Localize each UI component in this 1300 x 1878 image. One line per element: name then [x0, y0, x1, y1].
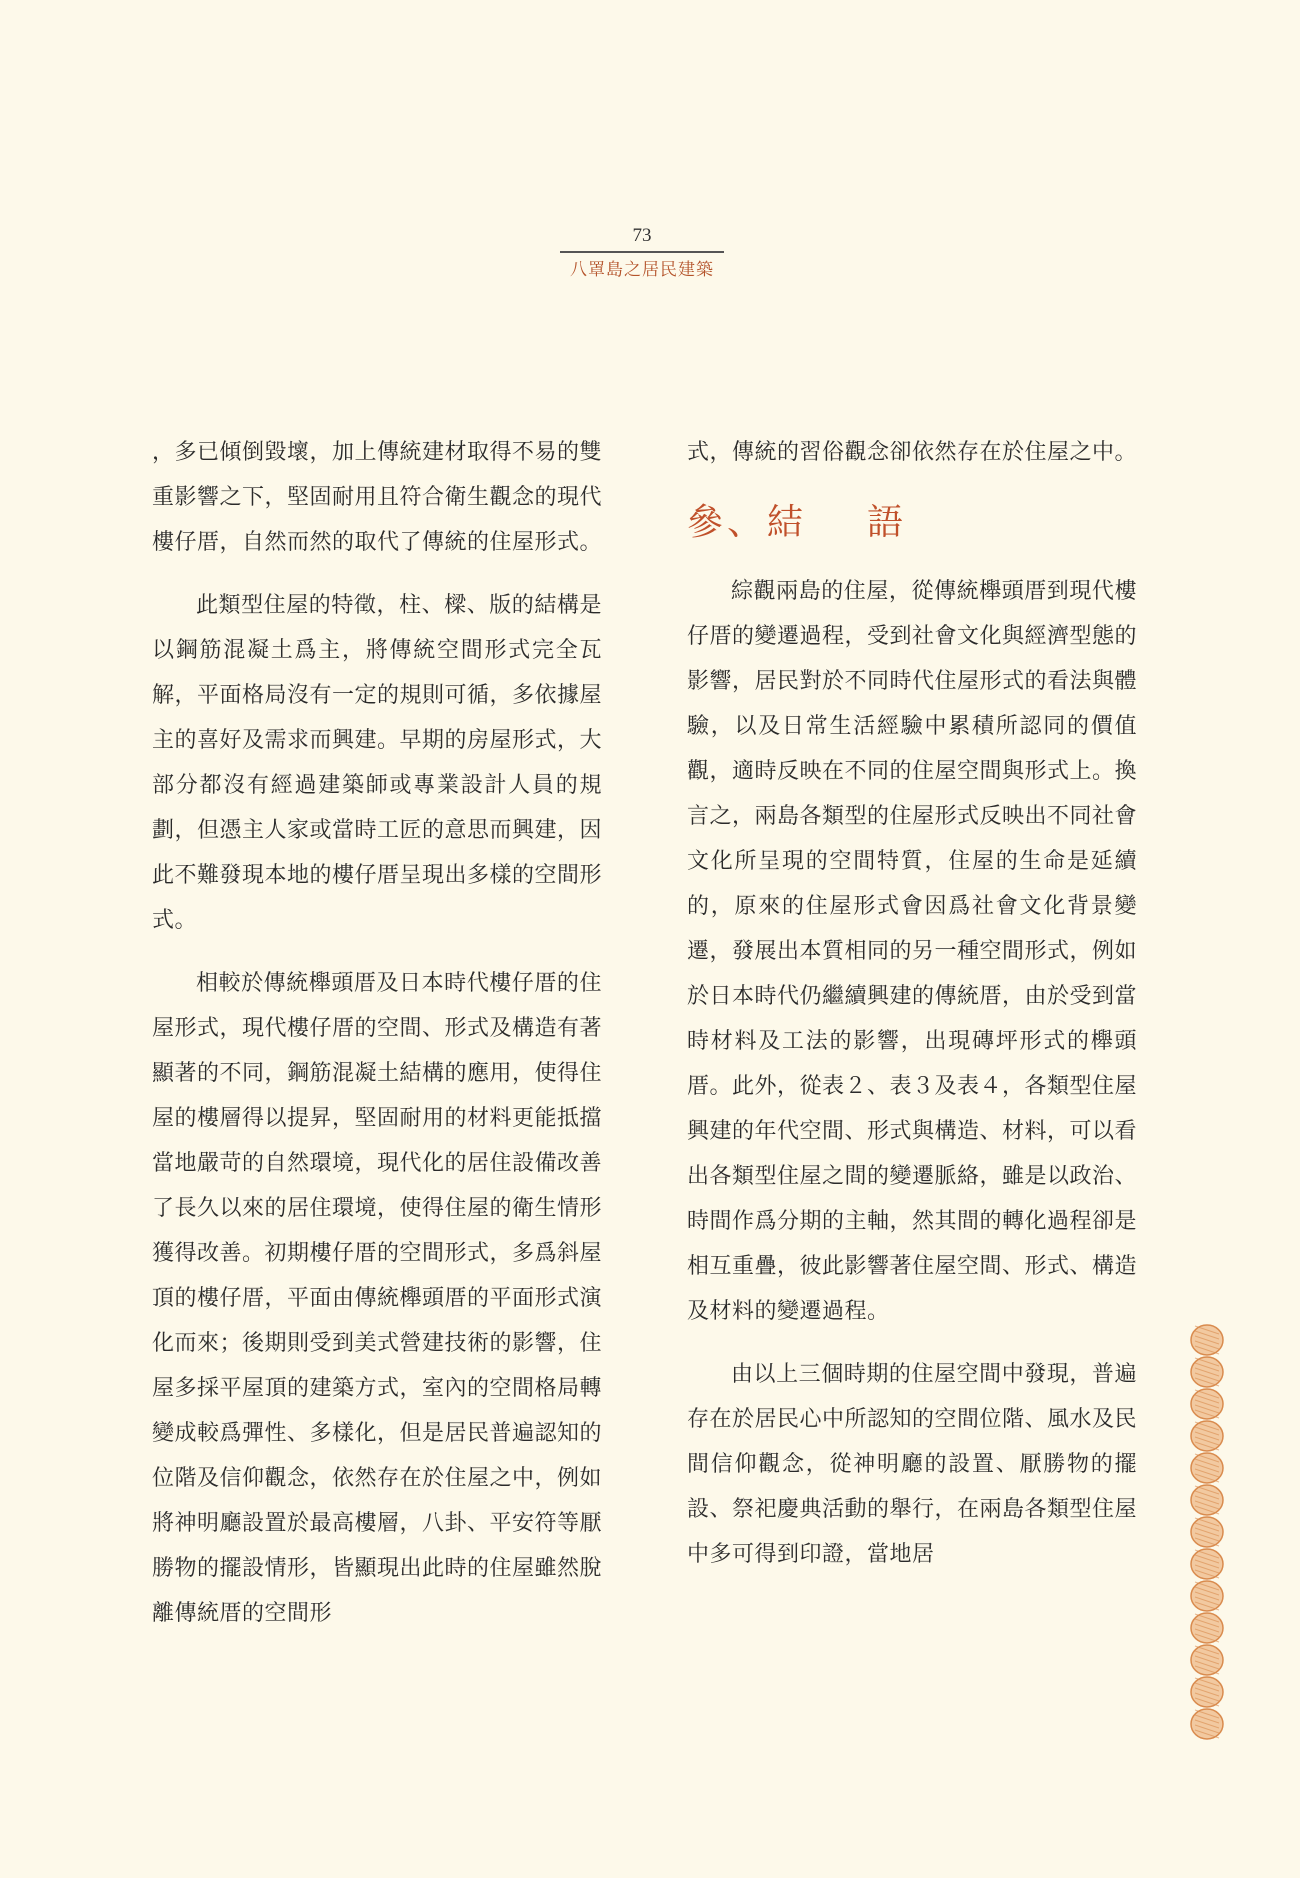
ornament-strip — [1187, 1324, 1227, 1744]
ornament-tile — [1191, 1389, 1223, 1419]
ornament-tile — [1191, 1517, 1223, 1547]
ornament-tile — [1191, 1581, 1223, 1611]
ornament-tile — [1191, 1677, 1223, 1707]
ornament-tile — [1191, 1549, 1223, 1579]
section-heading — [687, 495, 1137, 551]
left-paragraph-1: ，多已傾倒毀壞，加上傳統建材取得不易的雙重影響之下，堅固耐用且符合衛生觀念的現代樓仔厝，自然而然的取代了傳統的住屋形式。 — [152, 440, 603, 555]
section-heading-suffix: 語 — [867, 502, 908, 543]
ornament-tile — [1191, 1357, 1223, 1387]
left-paragraph-3: 相較於傳統櫸頭厝及日本時代樓仔厝的住屋形式，現代樓仔厝的空間、形式及構造有著顯著的不同，鋼筋混凝土結構的應用，使得住屋的樓層得以提昇，堅固耐用的材料更能抵擋當地嚴苛的自然環境，現代化的居住設備改善了長久以來的居住環境，使得住屋的衛生情形獲得改善。初期樓仔厝的空間形式，多爲斜屋頂的樓仔厝，平面由傳統櫸頭厝的平面形式演化而來；後期則受到美式營建技術的影響，住屋多採平屋頂的建築方式，室內的空間格局轉變成較爲彈性、多樣化，但是居民普遍認知的位階及信仰觀念，依然存在於住屋之中，例如將神明廳設置於最高樓層，八卦、平安符等厭勝物的擺設情形，皆顯現出此時的住屋雖然脫離傳統厝的空間形 — [152, 971, 603, 1626]
section-heading-prefix: 參、結 — [687, 502, 808, 543]
ornament-tile — [1191, 1709, 1223, 1739]
page-header — [560, 224, 724, 283]
ornament-tile — [1191, 1485, 1223, 1515]
right-continuation: 式，傳統的習俗觀念卻依然存在於住屋之中。 — [687, 440, 1138, 465]
left-paragraph-2: 此類型住屋的特徵，柱、樑、版的結構是以鋼筋混凝土爲主，將傳統空間形式完全瓦解，平面格局沒有一定的規則可循，多依據屋主的喜好及需求而興建。早期的房屋形式，大部分都沒有經過建築師或專業設計人員的規劃，但憑主人家或當時工匠的意思而興建，因此不難發現本地的樓仔厝呈現出多樣的空間形式。 — [152, 593, 603, 933]
page-number: 73 — [632, 225, 652, 246]
ornament-tile — [1191, 1453, 1223, 1483]
header-divider — [560, 251, 724, 253]
right-paragraph-1: 綜觀兩島的住屋，從傳統櫸頭厝到現代樓仔厝的變遷過程，受到社會文化與經濟型態的影響，居民對於不同時代住屋形式的看法與體驗，以及日常生活經驗中累積所認同的價值觀，適時反映在不同的住屋空間與形式上。換言之，兩島各類型的住屋形式反映出不同社會文化所呈現的空間特質，住屋的生命是延續的，原來的住屋形式會因爲社會文化背景變遷，發展出本質相同的另一種空間形式，例如於日本時代仍繼續興建的傳統厝，由於受到當時材料及工法的影響，出現磚坪形式的櫸頭厝。此外，從表２、表３及表４，各類型住屋興建的年代空間、形式與構造、材料，可以看出各類型住屋之間的變遷脈絡，雖是以政治、時間作爲分期的主軸，然其間的轉化過程卻是相互重疊，彼此影響著住屋空間、形式、構造及材料的變遷過程。 — [687, 579, 1138, 1324]
ornament-tile — [1191, 1645, 1223, 1675]
right-paragraph-2: 由以上三個時期的住屋空間中發現，普遍存在於居民心中所認知的空間位階、風水及民間信仰觀念，從神明廳的設置、厭勝物的擺設、祭祀慶典活動的舉行，在兩島各類型住屋中多可得到印證，當地居 — [687, 1362, 1138, 1567]
running-title: 八罩島之居民建築 — [570, 260, 714, 280]
ornament-pattern-icon — [1187, 1324, 1227, 1748]
ornament-tile — [1191, 1325, 1223, 1355]
ornament-tile — [1191, 1613, 1223, 1643]
left-column — [152, 430, 602, 1636]
ornament-tile — [1191, 1421, 1223, 1451]
right-column — [687, 430, 1137, 1577]
